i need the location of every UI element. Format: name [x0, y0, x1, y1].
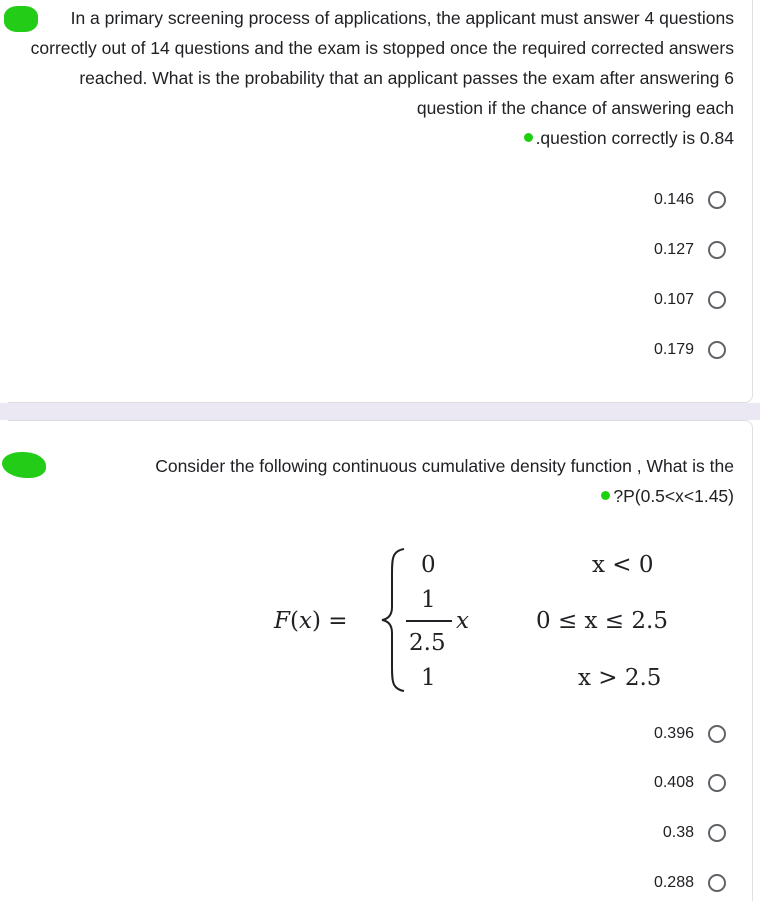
case-2-denominator: 2.5 — [409, 630, 446, 656]
option-label: 0.179 — [653, 341, 694, 358]
green-dot-icon — [524, 133, 533, 142]
question-2-last-line: ?P(0.5<x<1.45) — [613, 486, 734, 506]
case-1-value: 0 — [421, 552, 436, 578]
card-separator — [0, 403, 760, 420]
radio-button-icon[interactable] — [708, 874, 726, 892]
case-2-variable: x — [456, 608, 469, 634]
q2-option-1[interactable] — [654, 721, 726, 747]
case-2-condition: 0 ≤ x ≤ 2.5 — [536, 608, 668, 634]
question-1-body: In a primary screening process of applications, the applicant must answer 4 questions correctly out of 14 questions and the exam is stopped once the required corrected answers reached. What is the probability that an applicant passes the exam after answering 6 question if the chance of answering each — [30, 8, 734, 118]
case-1-condition: x < 0 — [592, 552, 654, 578]
radio-button-icon[interactable] — [708, 341, 726, 359]
radio-button-icon[interactable] — [708, 191, 726, 209]
option-label: 0.38 — [662, 824, 694, 841]
option-label: 0.127 — [653, 241, 694, 258]
fraction-bar — [406, 620, 452, 622]
option-label: 0.396 — [653, 725, 694, 742]
radio-button-icon[interactable] — [708, 291, 726, 309]
case-3-value: 1 — [421, 665, 436, 691]
q1-option-2[interactable] — [654, 237, 726, 263]
radio-button-icon[interactable] — [708, 824, 726, 842]
option-label: 0.288 — [653, 874, 694, 891]
formula-lhs: F(x) = — [274, 608, 348, 634]
radio-button-icon[interactable] — [708, 241, 726, 259]
question-1-text — [22, 3, 734, 153]
q2-option-3[interactable] — [663, 820, 726, 846]
question-2-body: Consider the following continuous cumulative density function , What is the — [155, 456, 734, 476]
question-2-text — [22, 451, 734, 511]
option-label: 0.146 — [653, 191, 694, 208]
option-label: 0.107 — [653, 291, 694, 308]
q1-option-3[interactable] — [654, 287, 726, 313]
radio-button-icon[interactable] — [708, 774, 726, 792]
radio-button-icon[interactable] — [708, 725, 726, 743]
option-label: 0.408 — [653, 774, 694, 791]
case-3-condition: x > 2.5 — [578, 665, 662, 691]
case-2-numerator: 1 — [421, 587, 436, 613]
question-1-last-line: .question correctly is 0.84 — [535, 128, 734, 148]
q2-option-2[interactable] — [654, 770, 726, 796]
green-dot-icon — [601, 491, 610, 500]
q1-option-4[interactable] — [654, 337, 726, 363]
left-brace-icon — [378, 545, 408, 695]
q2-option-4[interactable] — [654, 870, 726, 896]
q1-option-1[interactable] — [654, 187, 726, 213]
